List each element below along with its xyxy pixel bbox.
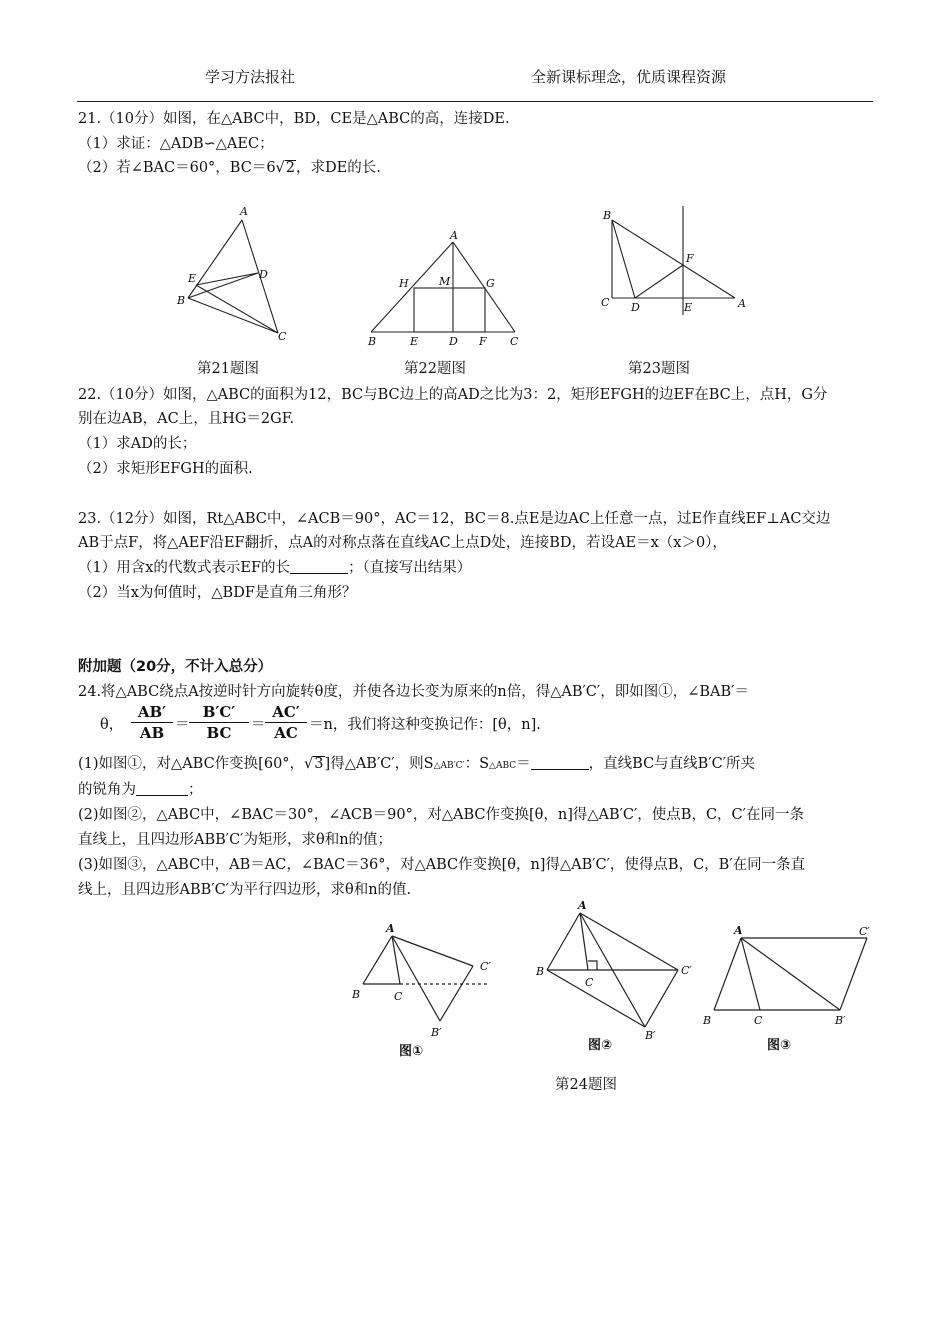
- q24-angle-blank[interactable]: [136, 781, 188, 796]
- fig24-1-name: 图①: [399, 1044, 424, 1059]
- fig21-label-e: E: [188, 272, 197, 285]
- q24-part2-line1: (2)如图②，△ABC中，∠BAC＝30°，∠ACB＝90°，对△ABC作变换[θ，n]得△AB′C′，使点B，C，C′在同一条: [78, 807, 804, 823]
- fraction-ab-num: AB′: [131, 703, 173, 723]
- q24-p1-g: ；: [188, 782, 203, 798]
- q21-line1: 21.（10分）如图，在△ABC中，BD，CE是△ABC的高，连接DE.: [78, 111, 510, 127]
- fig22-label-c: C: [510, 335, 519, 348]
- q23-line3-part2: ；（直接写出结果）: [348, 560, 472, 576]
- fig24-1-label-c-prime: C′: [480, 960, 491, 973]
- q22-line2: 别在边AB，AC上，且HG＝2GF.: [78, 411, 295, 427]
- fig24-2-label-b: B: [536, 965, 545, 978]
- q21-line2: （1）求证：△ADB∽△AEC；: [78, 136, 274, 152]
- q21-sqrt-value: 2: [285, 160, 296, 176]
- q24-part1-line2: [78, 778, 203, 799]
- q24-part1-line1: [78, 752, 755, 773]
- q24-p1-b: ]得△AB′C′，则S: [324, 756, 434, 772]
- fig22-label-m: M: [439, 275, 451, 288]
- fraction-bc: [189, 703, 249, 742]
- fig23-label-c: C: [601, 296, 610, 309]
- bonus-title: 附加题（20分，不计入总分）: [78, 659, 273, 675]
- q24-theta: θ，: [100, 717, 124, 733]
- fig24-2-label-c-prime: C′: [681, 964, 692, 977]
- fig23-label-f: F: [686, 252, 694, 265]
- fraction-ab-den: AB: [139, 724, 165, 742]
- caption-fig22: 第22题图: [404, 361, 466, 377]
- q24-line2-rest: ＝n，我们将这种变换记作：[θ，n].: [309, 717, 541, 733]
- q24-p1-f: 的锐角为: [78, 782, 136, 798]
- figure-24-3: [695, 920, 885, 1060]
- figure-24-1: [345, 915, 505, 1060]
- q21-line3-part2: ，求DE的长.: [296, 160, 381, 176]
- q24-ratio-blank[interactable]: [531, 755, 589, 770]
- fig24-1-label-b-prime: B′: [431, 1026, 442, 1039]
- fraction-bc-den: BC: [206, 724, 232, 742]
- figure-23: [595, 203, 755, 323]
- fig24-3-label-c: C: [754, 1014, 763, 1027]
- fig23-label-d: D: [631, 301, 640, 314]
- q24-sqrt-value: 3: [314, 756, 324, 772]
- q24-p1-c: ：S: [464, 756, 490, 772]
- fig24-2-label-a: A: [578, 899, 587, 912]
- q21-line3-part1: （2）若∠BAC＝60°，BC＝6: [78, 160, 276, 176]
- fig21-label-d: D: [259, 268, 268, 281]
- fig22-label-h: H: [399, 277, 409, 290]
- fig24-3-label-b-prime: B′: [835, 1014, 846, 1027]
- fig24-3-name: 图③: [767, 1038, 792, 1053]
- fig24-2-label-b-prime: B′: [645, 1029, 656, 1042]
- q23-line1: 23.（12分）如图，Rt△ABC中，∠ACB＝90°，AC＝12，BC＝8.点E是边AC上任意一点，过E作直线EF⊥AC交边: [78, 511, 831, 527]
- q21-line3: [78, 156, 381, 177]
- fig21-label-a: A: [240, 205, 248, 218]
- fig23-label-a: A: [738, 297, 746, 310]
- q22-line4: （2）求矩形EFGH的面积.: [78, 461, 253, 477]
- equals-1: ＝: [175, 717, 190, 733]
- fig22-label-g: G: [486, 277, 495, 290]
- q22-line1: 22.（10分）如图，△ABC的面积为12，BC与BC边上的高AD之比为3：2，矩形EFGH的边EF在BC上，点H，G分: [78, 387, 828, 403]
- figure-21: [170, 200, 290, 350]
- fig22-label-a: A: [450, 229, 458, 242]
- fraction-ac: [265, 703, 307, 742]
- fraction-ab: [131, 703, 173, 742]
- fig23-label-e: E: [684, 301, 693, 314]
- q23-line3: [78, 556, 471, 577]
- fig22-label-e: E: [410, 335, 419, 348]
- q22-line3: （1）求AD的长；: [78, 436, 197, 452]
- fig24-2-name: 图②: [588, 1038, 613, 1053]
- fig21-label-b: B: [177, 294, 186, 307]
- fig21-label-c: C: [278, 330, 287, 343]
- equals-2: ＝: [251, 717, 266, 733]
- fraction-ac-num: AC′: [265, 703, 307, 723]
- header-divider: [77, 101, 873, 102]
- q24-p1-sub2: △ABC: [489, 761, 517, 771]
- q24-part3-line1: (3)如图③，△ABC中，AB＝AC，∠BAC＝36°，对△ABC作变换[θ，n]得△AB′C′，使得点B，C，B′在同一条直: [78, 857, 806, 873]
- caption-fig24: 第24题图: [555, 1077, 617, 1093]
- figure-22: [363, 225, 523, 350]
- caption-fig21: 第21题图: [197, 361, 259, 377]
- q23-answer-blank[interactable]: [290, 559, 348, 574]
- header-left: 学习方法报社: [205, 68, 296, 86]
- fig24-2-label-c: C: [585, 976, 594, 989]
- q24-p1-e: ，直线BC与直线B′C′所夹: [588, 756, 755, 772]
- fraction-ac-den: AC: [274, 724, 298, 742]
- fig24-1-label-c: C: [394, 990, 403, 1003]
- q24-part3-line2: 线上，且四边形ABB′C′为平行四边形，求θ和n的值.: [78, 882, 412, 898]
- q24-p1-d: ＝: [516, 756, 531, 772]
- q23-line3-part1: （1）用含x的代数式表示EF的长: [78, 560, 291, 576]
- fig24-1-label-b: B: [352, 988, 361, 1001]
- q24-part2-line2: 直线上，且四边形ABB′C′为矩形，求θ和n的值；: [78, 832, 393, 848]
- q23-line4: （2）当x为何值时，△BDF是直角三角形？: [78, 585, 357, 601]
- q24-p1-sub1: △AB′C′: [433, 761, 465, 771]
- fig22-label-f: F: [479, 335, 487, 348]
- fig22-label-d: D: [449, 335, 458, 348]
- header-right: 全新课标理念，优质课程资源: [531, 68, 727, 86]
- figure-24-2: [530, 895, 705, 1060]
- sqrt-symbol: √: [304, 756, 314, 772]
- fraction-bc-num: B′C′: [189, 703, 249, 723]
- q24-line1: 24.将△ABC绕点A按逆时针方向旋转θ度，并使各边长变为原来的n倍，得△AB′C′，即如图①，∠BAB′＝: [78, 684, 749, 700]
- q24-p1-a: (1)如图①，对△ABC作变换[60°，: [78, 756, 305, 772]
- fig24-3-label-b: B: [703, 1014, 712, 1027]
- q23-line2: AB于点F，将△AEF沿EF翻折，点A的对称点落在直线AC上点D处，连接BD，若设AE＝x（x＞0），: [78, 535, 727, 551]
- fig24-3-label-c-prime: C′: [859, 925, 870, 938]
- fig24-3-label-a: A: [734, 924, 743, 937]
- fig24-1-label-a: A: [386, 922, 395, 935]
- fig22-label-b: B: [368, 335, 377, 348]
- fig23-label-b: B: [603, 209, 612, 222]
- sqrt-symbol: √: [275, 160, 285, 176]
- caption-fig23: 第23题图: [628, 361, 690, 377]
